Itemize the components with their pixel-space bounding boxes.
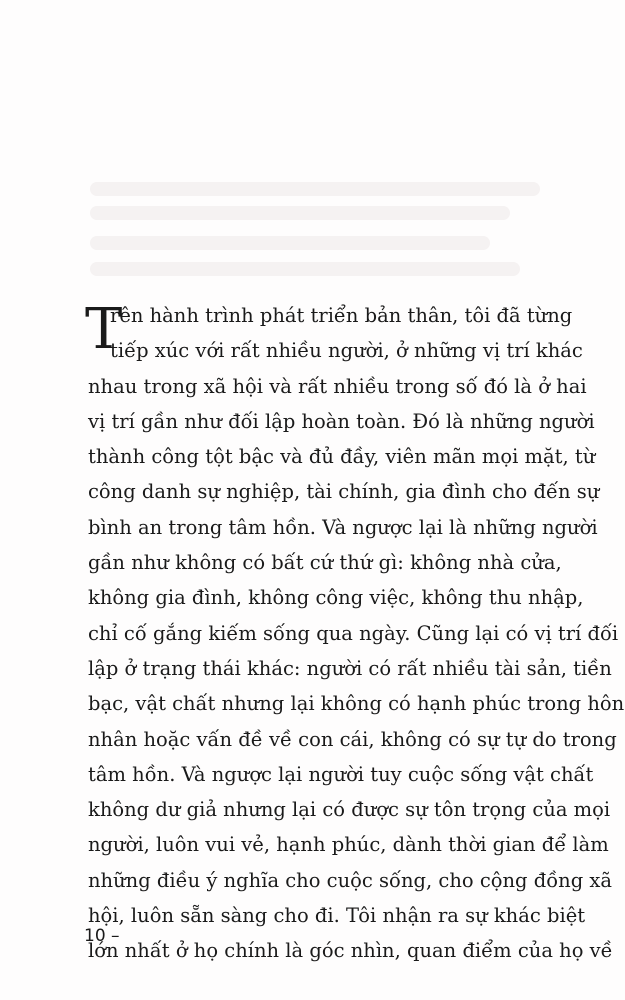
page-number: 10 – — [84, 926, 120, 946]
text-line: gần như không có bất cứ thứ gì: không nhà cửa, — [88, 551, 562, 575]
text-line: vị trí gần như đối lập hoàn toàn. Đó là những người — [88, 409, 595, 433]
text-line: lớn nhất ở họ chính là góc nhìn, quan điểm của họ về — [88, 939, 613, 963]
show-through-shadow — [90, 262, 520, 276]
text-line: những điều ý nghĩa cho cuộc sống, cho cộng đồng xã — [88, 868, 612, 892]
show-through-shadow — [90, 236, 490, 250]
text-line: lập ở trạng thái khác: người có rất nhiều tài sản, tiền — [88, 656, 612, 680]
body-text — [85, 297, 625, 969]
text-line: không dư giả nhưng lại có được sự tôn trọng của mọi — [88, 798, 611, 822]
text-line: tiếp xúc với rất nhiều người, ở những vị trí khác — [110, 339, 583, 363]
text-line: không gia đình, không công việc, không thu nhập, — [88, 586, 584, 610]
show-through-shadow — [90, 182, 540, 196]
text-line: công danh sự nghiệp, tài chính, gia đình cho đến sự — [88, 480, 600, 504]
text-line: nhau trong xã hội và rất nhiều trong số đó là ở hai — [88, 374, 587, 398]
text-line: bạc, vật chất nhưng lại không có hạnh phúc trong hôn — [88, 692, 625, 716]
show-through-shadow — [90, 206, 510, 220]
text-line: nhân hoặc vấn đề về con cái, không có sự tự do trong — [88, 727, 617, 751]
drop-cap: T — [85, 297, 123, 362]
text-line: rên hành trình phát triển bản thân, tôi đã từng — [110, 304, 573, 327]
text-line: tâm hồn. Và ngược lại người tuy cuộc sống vật chất — [88, 762, 594, 786]
text-line: chỉ cố gắng kiếm sống qua ngày. Cũng lại có vị trí đối — [88, 621, 619, 645]
text-line: người, luôn vui vẻ, hạnh phúc, dành thời gian để làm — [88, 833, 609, 857]
text-line: hội, luôn sẵn sàng cho đi. Tôi nhận ra sự khác biệt — [88, 904, 586, 928]
text-line: thành công tột bậc và đủ đầy, viên mãn mọi mặt, từ — [88, 445, 596, 469]
text-line: bình an trong tâm hồn. Và ngược lại là những người — [88, 515, 598, 539]
